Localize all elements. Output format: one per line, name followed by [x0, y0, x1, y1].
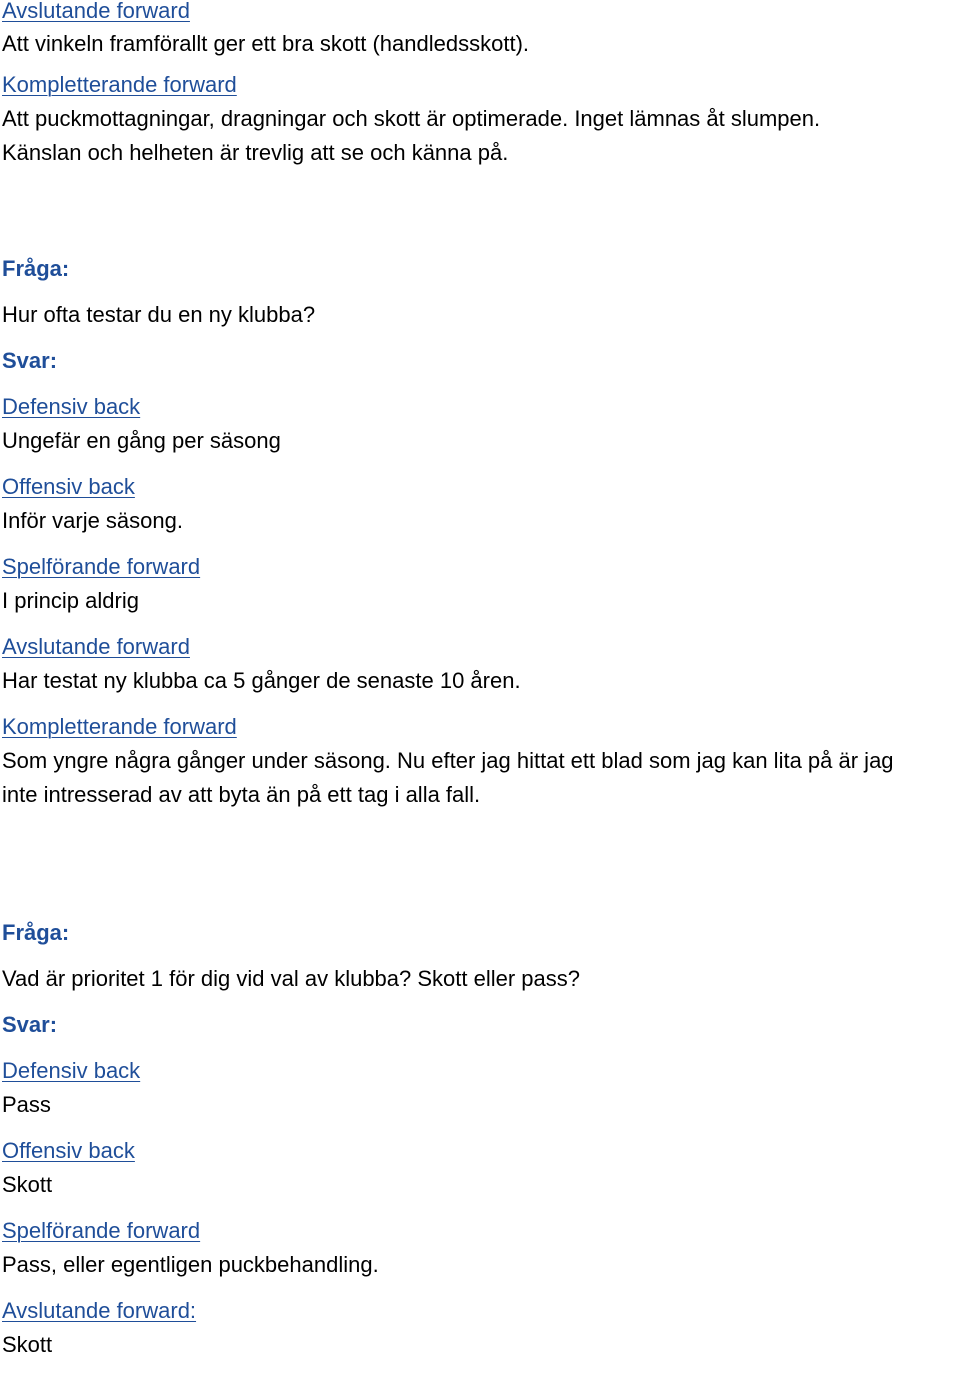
answer-complementary-forward-line-1: Som yngre några gånger under säsong. Nu efter jag hittat ett blad som jag kan lita på är jag [2, 748, 894, 773]
answer-closing-forward: Att vinkeln framförallt ger ett bra skott (handledsskott). [2, 31, 530, 56]
role-label-defensive-back: Defensiv back [2, 1058, 141, 1083]
answer-closing-forward: Skott [2, 1332, 53, 1357]
answer-closing-forward: Har testat ny klubba ca 5 gånger de senaste 10 åren. [2, 668, 521, 693]
answer-complementary-forward-line-1: Att puckmottagningar, dragningar och skott är optimerade. Inget lämnas åt slumpen. [2, 106, 821, 131]
answer-offensive-back: Skott [2, 1172, 53, 1197]
answer-label: Svar: [2, 1012, 58, 1037]
question-label: Fråga: [2, 256, 70, 281]
role-label-closing-forward: Avslutande forward [2, 634, 190, 659]
role-label-offensive-back: Offensiv back [2, 474, 135, 499]
role-label-defensive-back: Defensiv back [2, 394, 141, 419]
section-question-1 [2, 252, 958, 812]
answer-defensive-back: Pass [2, 1092, 51, 1117]
answer-defensive-back: Ungefär en gång per säsong [2, 428, 281, 453]
role-label-closing-forward: Avslutande forward [2, 0, 190, 23]
role-label-complementary-forward: Kompletterande forward [2, 714, 237, 739]
section-question-2 [2, 916, 958, 1362]
answer-playmaking-forward: I princip aldrig [2, 588, 139, 613]
role-label-closing-forward: Avslutande forward: [2, 1298, 197, 1323]
answer-complementary-forward-line-2: inte intresserad av att byta än på ett tag i alla fall. [2, 782, 481, 807]
question-text: Hur ofta testar du en ny klubba? [2, 302, 316, 327]
role-label-playmaking-forward: Spelförande forward [2, 554, 201, 579]
role-label-offensive-back: Offensiv back [2, 1138, 135, 1163]
role-label-playmaking-forward: Spelförande forward [2, 1218, 201, 1243]
question-label: Fråga: [2, 920, 70, 945]
question-text: Vad är prioritet 1 för dig vid val av klubba? Skott eller pass? [2, 966, 581, 991]
section-top [2, 0, 958, 170]
answer-offensive-back: Inför varje säsong. [2, 508, 183, 533]
answer-complementary-forward-line-2: Känslan och helheten är trevlig att se och känna på. [2, 140, 509, 165]
answer-label: Svar: [2, 348, 58, 373]
role-label-complementary-forward: Kompletterande forward [2, 72, 237, 97]
answer-playmaking-forward: Pass, eller egentligen puckbehandling. [2, 1252, 379, 1277]
document-body [2, 0, 958, 1362]
